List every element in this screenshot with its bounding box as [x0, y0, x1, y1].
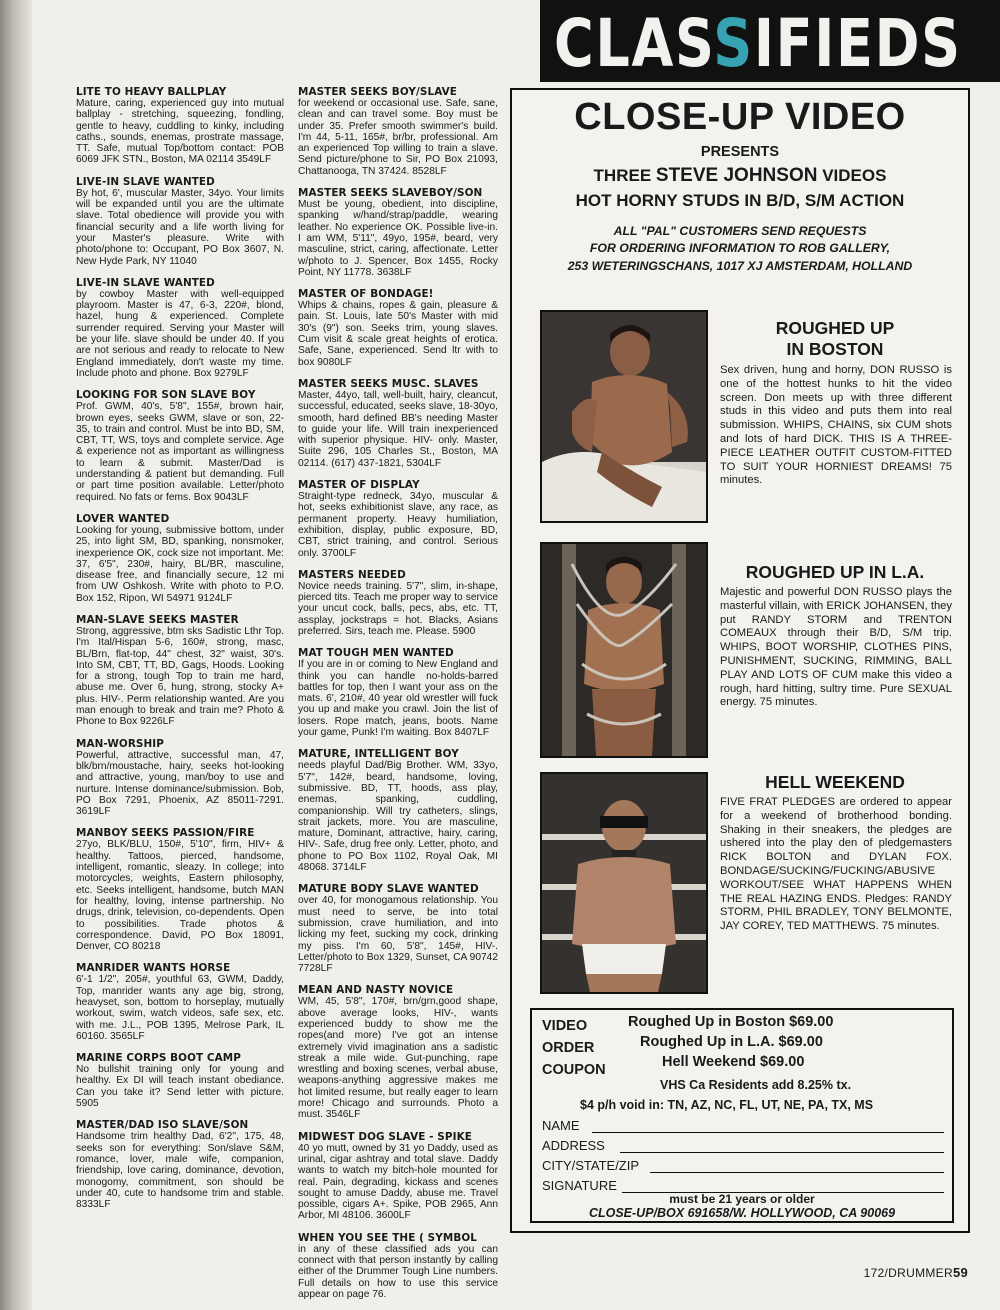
classified-ad: [76, 1052, 284, 1109]
classified-ad: [298, 187, 498, 278]
ad-headline: MAT TOUGH MEN WANTED: [298, 647, 454, 660]
order-item-la[interactable]: Roughed Up in L.A. $69.00: [640, 1034, 823, 1050]
film-title: ROUGHED UP IN BOSTON: [775, 318, 895, 359]
film-photo-la: [540, 542, 708, 758]
classifieds-column-2: [298, 86, 498, 1310]
ad-headline: MATURE BODY SLAVE WANTED: [298, 883, 479, 896]
classified-ad: [298, 748, 498, 873]
ad-text: needs playful Dad/Big Brother. WM, 33yo, 5'7", 142#, beard, handsome, loving, submissive. BD, TT, hoods, ass play, enemas, spanking, cuddling, companionship. Will try catheters, slings, strait jackets, more. You are masculine, mature, Dominant, attractive, hairy, caring, HIV-. Safe, drug free only. Letter, photo, and phone to PO Box 1102, Royal Oak, MI 48068. 3714LF: [298, 760, 498, 874]
film-hell-weekend: [540, 772, 952, 997]
coupon-label: VIDEO: [542, 1018, 588, 1034]
ad-headline: MASTER OF DISPLAY: [298, 479, 420, 492]
ad-text: No bullshit training only for young and healthy. Ex DI will teach instant obediance. Can you take it? Send letter with picture. 5905: [76, 1064, 284, 1110]
coupon-label: ORDER: [542, 1040, 595, 1056]
film-description: Majestic and powerful DON RUSSO plays the masterful villain, with ERICK JOHANSEN, they put RANDY STORM and TRENTON COMEAUX through their B/D, S/M trip. WHIPS, BOOT WORSHIP, CLOTHES PINS, PUNISHMENT, SUCKING, RIMMING, BALL PLAY AND LOTS OF CUM make this video a rough, hard hitting, sultry time. Pure SEXUAL energy. 75 minutes.: [720, 586, 952, 709]
ad-headline: MASTER/DAD ISO SLAVE/SON: [76, 1119, 249, 1132]
video-order-coupon: [530, 1008, 954, 1223]
ad-text: Powerful, attractive, successful man, 47, blk/brn/moustache, hairy, seeks hot-looking and attractive, young, man/boy to use and nurture. Intense dominance/submission. Bob, PO Box 7291, Phoenix, AZ 85011-7291. 3619LF: [76, 749, 284, 818]
page-folio: 172/DRUMMER59: [863, 1265, 968, 1280]
city-state-zip-field-label: CITY/STATE/ZIP: [542, 1158, 640, 1173]
ad-headline: MASTER SEEKS MUSC. SLAVES: [298, 377, 479, 390]
film-photo-boston: [540, 310, 708, 523]
ordering-info-line: FOR ORDERING INFORMATION TO ROB GALLERY,: [589, 241, 891, 255]
ad-text: 6'-1 1/2", 205#, youthful 63, GWM, Daddy, Top, manrider wants any age big, strong, heavyset, son, bottom to horseplay, mutually workout, swim, watch videos, safe sex, etc. with me. J.L., POB 1395, Melrose Park, IL 60160. 3565LF: [76, 974, 284, 1042]
ad-headline: MANBOY SEEKS PASSION/FIRE: [76, 827, 255, 840]
amsterdam-address: 253 WETERINGSCHANS, 1017 XJ AMSTERDAM, HOLLAND: [567, 259, 913, 273]
ad-headline: LIVE-IN SLAVE WANTED: [76, 175, 215, 188]
ad-headline: LOOKING FOR SON SLAVE BOY: [76, 389, 256, 402]
film-title: ROUGHED UP IN L.A.: [745, 562, 925, 582]
classified-ad: [76, 389, 284, 503]
mailing-address: CLOSE-UP/BOX 691658/W. HOLLYWOOD, CA 90069: [588, 1206, 896, 1220]
ad-text: If you are in or coming to New England and think you can handle no-holds-barred battles for top, then I want your ass on the mats. 6', 210#, 40 year old wrestler will fuck you up and make you crawl. Join the list of losers. Rope match, jeans, boots. Name your game, Punk! I'm waiting. Box 8407LF: [298, 659, 498, 739]
classified-ad: [298, 479, 498, 559]
classified-ad: [76, 277, 284, 379]
photo-man-reclining: [542, 312, 706, 521]
classified-ad: [298, 647, 498, 738]
address-field[interactable]: [620, 1152, 944, 1153]
classified-ad: [76, 86, 284, 166]
ad-headline: MASTER SEEKS SLAVEBOY/SON: [298, 187, 483, 200]
tax-note: VHS Ca Residents add 8.25% tx.: [660, 1078, 852, 1092]
section-title: CLASSIFIEDS: [554, 5, 962, 82]
classified-ad: [298, 288, 498, 368]
classified-ad: [76, 738, 284, 818]
ad-headline: MIDWEST DOG SLAVE - SPIKE: [298, 1130, 472, 1143]
ad-text: Looking for young, submissive bottom, under 25, into light SM, BD, spanking, nonsmoker, inexperience OK, cock size not important. Me: 37, 6'5", 230#, hairy, BL/BR, masculine, disease free, and financially secure, 12 mi from UW Oshkosh. Write with photo to P.O. Box 152, Ripon, WI 54971 9124LF: [76, 524, 284, 604]
ad-headline: MAN-SLAVE SEEKS MASTER: [76, 613, 239, 626]
ad-text: 27yo, BLK/BLU, 150#, 5'10", firm, HIV+ & healthy. Tattoos, pierced, handsome, intelligent, romantic, sleazy. In college; into motorcycles, weights, Eastern philosophy, etc. Seeks intelligent, handsome, butch MAN for healthy, loving, intense partnership. No drugs, drink, television, co-dependents. Open to possibilities. Trade photos & correspondence. David, PO Box 18091, Denver, CO 80218: [76, 839, 284, 953]
ad-headline: WHEN YOU SEE THE ( SYMBOL: [298, 1231, 477, 1244]
ad-headline: MEAN AND NASTY NOVICE: [298, 984, 454, 997]
coupon-label: COUPON: [542, 1062, 606, 1078]
ad-text: Handsome trim healthy Dad, 6'2", 175, 48, seeks son for everything: Son/slave S&M, romance, lover, male wife, companion, friendship, love caring, dominance, devotion, monogomy, commitment, son should be under 40, cute to handsome trim and stable. 8333LF: [76, 1131, 284, 1211]
presents-line: PRESENTS: [700, 144, 780, 160]
classified-ad: [298, 569, 498, 637]
classified-ad: [298, 1131, 498, 1222]
ad-headline: LIVE-IN SLAVE WANTED: [76, 276, 215, 289]
tagline: HOT HORNY STUDS IN B/D, S/M ACTION: [575, 191, 905, 210]
photo-blindfolded-man: [542, 774, 706, 992]
name-field[interactable]: [592, 1132, 944, 1133]
film-description: FIVE FRAT PLEDGES are ordered to appear for a weekend of brotherhood bonding. Shaking in their sneakers, the pledges are ushered into the play den of pledgemasters RICK BOLTON and DYLAN FOX. BONDAGE/SUCKING/FUCKING/ABUSIVE WORKOUT/SEE WHAT HAPPENS WHEN THE REAL HAZING ENDS. Pledges: RANDY STORM, PHIL BRADLEY, TONY BELMONTE, JAY COREY, TED MATTHEWS. 75 minutes.: [720, 796, 952, 933]
classified-ad: [76, 513, 284, 604]
ad-headline: MATURE, INTELLIGENT BOY: [298, 748, 459, 761]
close-up-video-advertisement: [510, 88, 970, 1233]
order-item-boston[interactable]: Roughed Up in Boston $69.00: [628, 1014, 834, 1030]
ad-text: Strong, aggressive, btm sks Sadistic Lthr Top. I'm Ital/Hispan 5-6, 160#, strong, masc, BL/Brn, flat-top, 44" chest, 32" waist, 30's. Into SM, CBT, TT, BD, Gags, Hoods. Looking for a strong, tough Top to train me hard, abuse me. Over 6, hung, strong, stocky A+ plus. HIV-. Perm relationship wanted. Are you man enough to break and train me? Photo & Phone to Box 9226LF: [76, 625, 284, 728]
film-description: Sex driven, hung and horny, DON RUSSO is one of the hottest hunks to hit the video screen. Don meets up with three different studs in this video and puts them into real submission. WHIPS, CHAINS, six CUM shots and lots of hard DICK. THIS IS A THREE-PIECE LEATHER OUTFIT CUSTOM-FITTED TO SUIT YOUR HORNIEST DREAMS! 75 minutes.: [720, 364, 952, 487]
age-notice: must be 21 years or older: [669, 1192, 815, 1206]
classifieds-column-1: [76, 86, 284, 1220]
page-binding-edge: [0, 0, 32, 1310]
order-item-hell-weekend[interactable]: Hell Weekend $69.00: [662, 1054, 805, 1070]
section-masthead: [540, 0, 1000, 82]
pal-customers-line: ALL "PAL" CUSTOMERS SEND REQUESTS: [613, 224, 867, 238]
ad-headline: MASTER OF BONDAGE!: [298, 288, 434, 301]
classified-ad: [298, 1232, 498, 1300]
ad-text: Novice needs training. 5'7", slim, in-shape, pierced tits. Teach me proper way to service your uncut cock, balls, pecs, abs, etc. TT, assplay, jockstraps = hot. Blacks, Asians preferred. Sirs, teach me. Please. 5900: [298, 580, 498, 637]
classified-ad: [298, 883, 498, 974]
ad-text: over 40, for monogamous relationship. You must need to serve, be into total submission, crave humiliation, and into licking my feet, sucking my cock, drinking my piss. I'm 60, 5'8", 145#, HIV-. Letter/photo to Box 1329, Sunset, CA 90742 7728LF: [298, 895, 498, 975]
ad-headline: MANRIDER WANTS HORSE: [76, 962, 231, 975]
ad-text: in any of these classified ads you can connect with that person instantly by calling either of the Drummer Tough Line numbers. Full details on how to use this service appear on page 76.: [298, 1243, 498, 1300]
ad-text: 40 yo mutt, owned by 31 yo Daddy, used as urinal, cigar ashtray and total slave. Daddy wants to watch my bitch-hole mounted for real. Pain, degrading, kickass and scenes sought to amuse Daddy, abuse me. Travel possible, cigars A+. Spike, POB 2965, Ann Arbor, MI 48106. 3600LF: [298, 1142, 498, 1222]
ad-text: Mature, caring, experienced guy into mutual ballplay - stretching, squeezing, fondling, gentle to heavy, cuddling to kinky, including caths., sounds, enemas, prostrate massage, TT. Safe, mutual Top/bottom contact: POB 6069 JFK STN., Boston, MA 02114 3549LF: [76, 98, 284, 166]
city-state-zip-field[interactable]: [650, 1172, 944, 1173]
classified-ad: [298, 984, 498, 1120]
film-photo-hell-weekend: [540, 772, 708, 994]
ad-headline: MASTERS NEEDED: [298, 568, 406, 581]
ad-text: Must be young, obedient, into discipline, spanking w/hand/strap/paddle, wearing leather. No experience OK. Possible live-in. I am WM, 5'11", 49yo, 195#, beard, very masculine, strict, caring, affectionate. Letter w/photo to J. Spencer, Box 1455, Rocky Point, NY 11778. 3638LF: [298, 199, 498, 278]
name-field-label: NAME: [542, 1118, 580, 1133]
classified-ad: [298, 378, 498, 469]
photo-man-in-chains: [542, 544, 706, 756]
film-title: HELL WEEKEND: [765, 772, 905, 792]
ad-headline: MARINE CORPS BOOT CAMP: [76, 1052, 241, 1065]
film-roughed-up-in-boston: [540, 310, 952, 525]
ad-headline: MAN-WORSHIP: [76, 737, 164, 750]
classified-ad: [76, 176, 284, 267]
classified-ad: [298, 86, 498, 177]
classified-ad: [76, 962, 284, 1042]
advertiser-name: CLOSE-UP VIDEO: [574, 96, 906, 138]
classified-ad: [76, 1119, 284, 1210]
classified-ad: [76, 614, 284, 728]
ad-headline: MASTER SEEKS BOY/SLAVE: [298, 86, 457, 98]
ad-text: WM, 45, 5'8", 170#, brn/grn,good shape, above average looks, HIV-, wants experienced buddy to show me the ropes(and more) I've got an intense extremely vivid imagination ans a sadistic streak a mile wide. Gut-punching, rape wrestling and boxing scenes, verbal abuse, weapons-anything aggressive makes me hot limited resume, but really eager to learn more! Chicago and surrounds. Photo a must. 3546LF: [298, 996, 498, 1121]
signature-field-label: SIGNATURE: [542, 1178, 617, 1193]
ad-text: for weekend or occasional use. Safe, sane, clean and can travel some. Boy must be under 35. Prefer smooth swimmer's build. I'm 44, 5-11, 165#, br/br, professional. Am an experienced Top willing to train a slave. Send picture/phone to Sir, PO Box 21093, Chattanooga, TN 37424. 8528LF: [298, 98, 498, 177]
film-roughed-up-in-la: [540, 542, 952, 757]
three-videos-line: THREE STEVE JOHNSON VIDEOS: [593, 165, 887, 186]
classified-ad: [76, 827, 284, 952]
ad-text: By hot, 6', muscular Master, 34yo. Your limits will be expanded until you are the ultimate slave. Total obedience will provide you with financial security and a life worth living for your Master's pleasure. Write with photo/phone to: Occupant, PO Box 3607, N. New Hyde Park, NY 11040: [76, 187, 284, 267]
ad-text: Whips & chains, ropes & gain, pleasure & pain. St. Louis, late 50's Master with mid 30's (9") son. Seeks trim, young slaves. Cum visit & scale great heights of erotica. Safe, Sane, experienced. Send ltr with to box 9080LF: [298, 300, 498, 368]
ad-headline: LITE TO HEAVY BALLPLAY: [76, 86, 227, 98]
ad-text: Straight-type redneck, 34yo, muscular & hot, seeks exhibitionist slave, any race, as permanent property. Heavy humiliation, exhibition, display, public exposure, BD, CBT, strict training, and control. Serious only. 3700LF: [298, 491, 498, 559]
ad-text: Prof. GWM, 40's, 5'8", 155#, brown hair, brown eyes, seeks GWM, slave or son, 22-35, to train and control. Must be into BD, SM, CBT, TT, WS, toys and complete service. Age & experience not as important as willingness to learn & submit. Master/Dad is understanding & patient but demanding. Full or part time position available. Letter/photo required. No fats or fems. Box 9043LF: [76, 401, 284, 503]
shipping-note: $4 p/h void in: TN, AZ, NC, FL, UT, NE, PA, TX, MS: [580, 1098, 874, 1112]
ad-text: Master, 44yo, tall, well-built, hairy, cleancut, successful, educated, seeks slave, 18-30yo, smooth, hard defined BB's needing Master to guide your life. Will train inexperienced with superior physique. HIV- only. Master, Suite 296, 105 Charles St., Boston, MA 02114. (617) 437-1821, 5304LF: [298, 389, 498, 469]
ad-headline: LOVER WANTED: [76, 512, 170, 525]
address-field-label: ADDRESS: [542, 1138, 605, 1153]
ad-text: by cowboy Master with well-equipped playroom. Master is 47, 6-3, 220#, blond, hazel, hung & experienced. Complete surrender required. Serving your Master will be your life. slave should be under 40. If you are not serious and ready to relocate to New England immediately, don't waste my time. Include photo and phone. Box 9279LF: [76, 288, 284, 379]
